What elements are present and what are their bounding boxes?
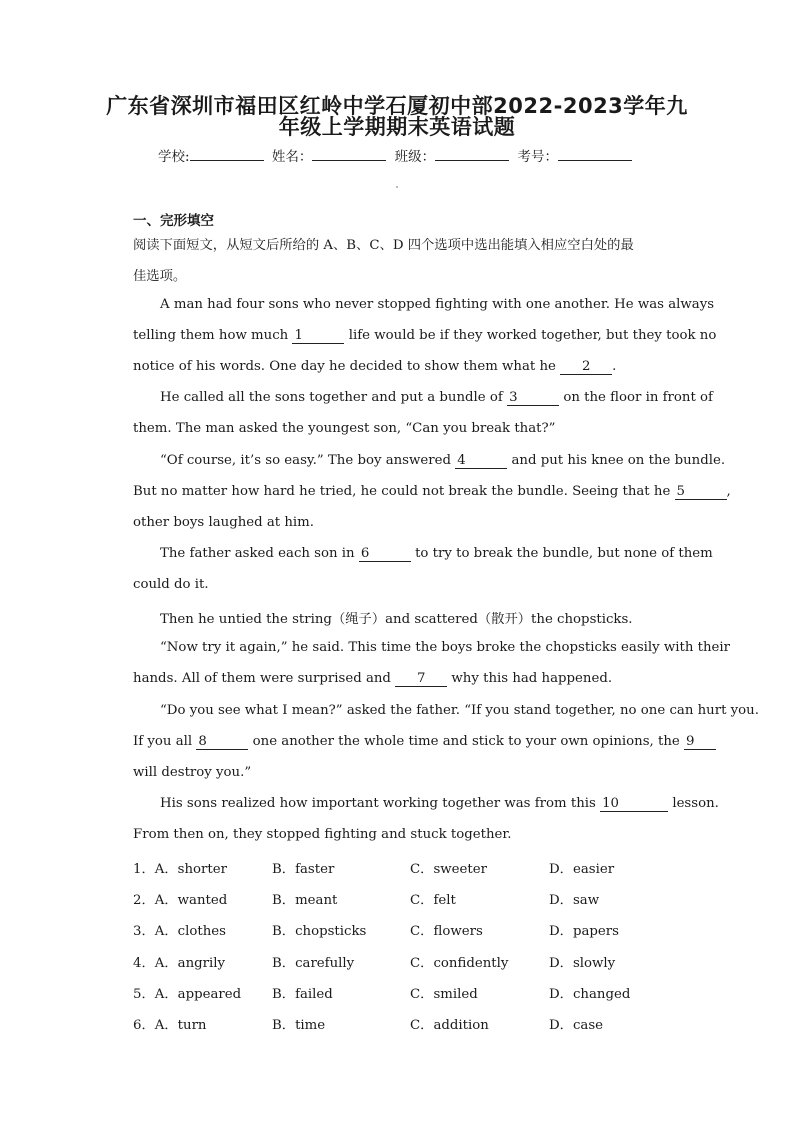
passage-line: other boys laughed at him. — [133, 515, 315, 530]
question-6-option-d: D．case — [549, 1018, 604, 1033]
passage-line — [133, 484, 731, 500]
passage-text: telling them how much — [133, 328, 289, 343]
passage-text: one another the whole time and stick to your own opinions, the — [252, 734, 680, 749]
question-6-option-c: C．addition — [410, 1018, 489, 1033]
question-5-option-a: 5．A．appeared — [133, 987, 242, 1002]
class-label: 班级： — [394, 149, 436, 165]
document-title-line-2: 年级上学期期末英语试题 — [278, 115, 516, 139]
question-1-option-c: C．sweeter — [410, 862, 487, 877]
name-blank — [312, 146, 386, 161]
passage-text: to try to break the bundle, but none of them — [415, 546, 713, 561]
passage-text: “Of course, it’s so easy.” The boy answered — [160, 453, 451, 468]
passage-text: and put his knee on the bundle. — [511, 453, 726, 468]
blank-3: 3 — [507, 390, 559, 406]
blank-7: 7 — [395, 671, 447, 687]
question-2-option-a: 2．A．wanted — [133, 893, 228, 908]
passage-line — [160, 390, 713, 406]
question-4-option-d: D．slowly — [549, 956, 616, 971]
passage-text: lesson. — [672, 796, 719, 811]
passage-line — [160, 796, 719, 812]
passage-text: The father asked each son in — [160, 546, 355, 561]
blank-2: 2 — [560, 359, 612, 375]
passage-line — [133, 734, 695, 750]
question-6-option-b: B．time — [272, 1018, 326, 1033]
passage-line: them. The man asked the youngest son, “Can you break that?” — [133, 421, 556, 436]
passage-line: “Do you see what I mean?” asked the father. “If you stand together, no one can hurt you. — [160, 703, 759, 718]
question-5-option-d: D．changed — [549, 987, 631, 1002]
question-3-option-b: B．chopsticks — [272, 924, 367, 939]
passage-text: If you all — [133, 734, 193, 749]
number-blank — [558, 146, 632, 161]
passage-line — [133, 359, 661, 375]
passage-line: Then he untied the string（绳子）and scattered（散开）the chopsticks. — [160, 612, 633, 627]
question-3-option-a: 3．A．clothes — [133, 924, 226, 939]
passage-line: could do it. — [133, 577, 209, 592]
blank-5: 5 — [675, 484, 727, 500]
passage-text: life would be if they worked together, but they took no — [348, 328, 717, 343]
passage-line — [133, 328, 717, 344]
school-label: 学校: — [158, 149, 190, 165]
question-5-option-b: B．failed — [272, 987, 333, 1002]
passage-line: From then on, they stopped fighting and stuck together. — [133, 827, 512, 842]
instructions-line-2: 佳选项。 — [133, 269, 187, 284]
question-2-option-b: B．meant — [272, 893, 338, 908]
blank-9: 9 — [684, 734, 716, 750]
blank-1: 1 — [292, 328, 344, 344]
passage-line: “Now try it again,” he said. This time the boys broke the chopsticks easily with their — [160, 640, 731, 655]
scan-dot — [396, 186, 398, 188]
document-title-line-1: 广东省深圳市福田区红岭中学石厦初中部2022-2023学年九 — [106, 94, 688, 118]
passage-text: , — [726, 484, 731, 499]
question-6-option-a: 6．A．turn — [133, 1018, 207, 1033]
number-label: 考号： — [517, 149, 558, 165]
question-1-option-d: D．easier — [549, 862, 615, 877]
passage-line — [160, 546, 713, 562]
passage-line: will destroy you.” — [133, 765, 252, 780]
question-3-option-d: D．papers — [549, 924, 619, 939]
question-4-option-b: B．carefully — [272, 956, 355, 971]
blank-10: 10 — [600, 796, 668, 812]
section-heading: 一、完形填空 — [133, 213, 214, 229]
passage-text: His sons realized how important working together was from this — [160, 796, 596, 811]
passage-line — [133, 671, 661, 687]
passage-text: He called all the sons together and put a bundle of — [160, 390, 503, 405]
passage-text: notice of his words. One day he decided to show them what he — [133, 359, 556, 374]
question-2-option-d: D．saw — [549, 893, 600, 908]
question-3-option-c: C．flowers — [410, 924, 483, 939]
passage-text: hands. All of them were surprised and — [133, 671, 391, 686]
instructions-line-1: 阅读下面短文，从短文后所给的 A、B、C、D 四个选项中选出能填入相应空白处的最 — [133, 238, 634, 253]
school-blank — [190, 146, 264, 161]
passage-text: . — [612, 359, 617, 374]
question-4-option-c: C．confidently — [410, 956, 509, 971]
question-2-option-c: C．felt — [410, 893, 456, 908]
passage-text: why this had happened. — [451, 671, 613, 686]
question-1-option-b: B．faster — [272, 862, 335, 877]
passage-text: But no matter how hard he tried, he could not break the bundle. Seeing that he — [133, 484, 671, 499]
passage-line — [160, 453, 726, 469]
question-4-option-a: 4．A．angrily — [133, 956, 226, 971]
class-blank — [435, 146, 509, 161]
question-5-option-c: C．smiled — [410, 987, 478, 1002]
blank-8: 8 — [196, 734, 248, 750]
question-1-option-a: 1．A．shorter — [133, 862, 227, 877]
student-info-line — [0, 145, 794, 165]
blank-6: 6 — [359, 546, 411, 562]
blank-4: 4 — [455, 453, 507, 469]
passage-line: A man had four sons who never stopped fighting with one another. He was always — [160, 297, 715, 312]
name-label: 姓名： — [271, 149, 313, 165]
passage-text: on the floor in front of — [563, 390, 713, 405]
